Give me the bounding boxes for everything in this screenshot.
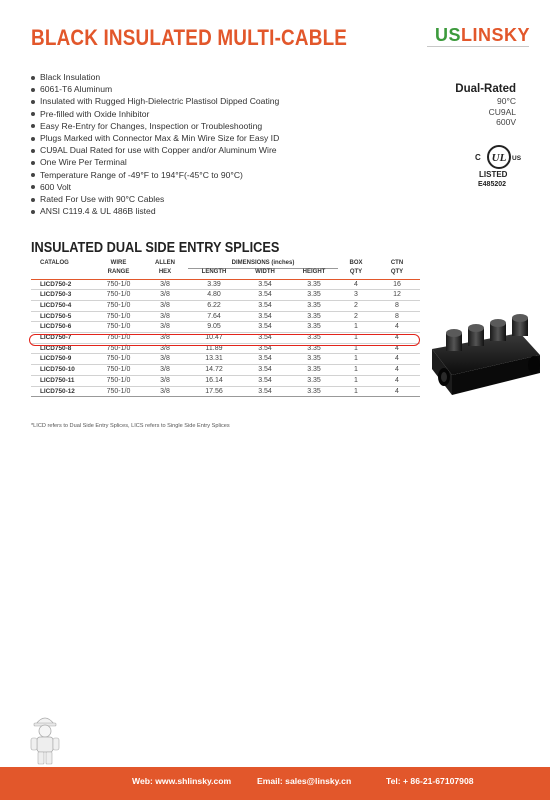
cell-width: 3.54 xyxy=(240,375,290,386)
feature-list xyxy=(31,71,279,217)
cell-box-qty: 1 xyxy=(338,354,374,365)
feature-item: ANSI C119.4 & UL 486B listed xyxy=(31,205,279,217)
cell-ctn-qty: 12 xyxy=(374,290,420,301)
header-box-top: BOX xyxy=(349,260,363,266)
ul-c-text: C xyxy=(475,153,481,162)
footer-phone: Tel: + 86-21-67107908 xyxy=(386,776,474,786)
cell-ctn-qty: 4 xyxy=(374,333,420,344)
cell-catalog: LICD750-5 xyxy=(31,311,95,322)
cell-length: 3.39 xyxy=(188,279,240,290)
cell-length: 11.89 xyxy=(188,343,240,354)
cell-box-qty: 2 xyxy=(338,300,374,311)
cell-box-qty: 1 xyxy=(338,333,374,344)
feature-item: Plugs Marked with Connector Max & Min Wire Size for Easy ID xyxy=(31,132,279,144)
table-row xyxy=(31,279,420,290)
ul-listed-mark xyxy=(474,142,524,192)
cell-width: 3.54 xyxy=(240,300,290,311)
rating-title: Dual-Rated xyxy=(455,83,516,95)
cell-height: 3.35 xyxy=(290,279,338,290)
cell-allen-hex: 3/8 xyxy=(142,365,188,376)
footer-website: Web: www.shlinsky.com xyxy=(132,776,232,786)
ul-logo-text: UL xyxy=(491,152,507,164)
header-wire-top: WIRE xyxy=(110,260,127,266)
cell-ctn-qty: 4 xyxy=(374,386,420,397)
header-box-bottom: QTY xyxy=(349,269,363,275)
header-allen-top: ALLEN xyxy=(155,260,175,266)
header-width: WIDTH xyxy=(255,269,275,275)
logo-part-linsky: LINSKY xyxy=(460,25,530,45)
cell-catalog: LICD750-8 xyxy=(31,343,95,354)
header-allen-bottom: HEX xyxy=(158,269,172,275)
cell-allen-hex: 3/8 xyxy=(142,343,188,354)
cell-height: 3.35 xyxy=(290,322,338,333)
feature-item: 600 Volt xyxy=(31,181,279,193)
table-row xyxy=(31,300,420,311)
cell-width: 3.54 xyxy=(240,322,290,333)
cell-wire-range: 750-1/0 xyxy=(95,311,142,322)
ul-us-text: US xyxy=(512,155,522,162)
cell-width: 3.54 xyxy=(240,343,290,354)
cell-ctn-qty: 16 xyxy=(374,279,420,290)
ul-file-number: E485202 xyxy=(478,181,507,188)
cell-wire-range: 750-1/0 xyxy=(95,279,142,290)
feature-item: Temperature Range of -49°F to 194°F(-45°C to 90°C) xyxy=(31,169,279,181)
logo-underline xyxy=(427,46,529,47)
highlight-oval xyxy=(29,334,420,346)
cell-wire-range: 750-1/0 xyxy=(95,365,142,376)
page-title: BLACK INSULATED MULTI-CABLE xyxy=(31,25,348,50)
feature-item: One Wire Per Terminal xyxy=(31,156,279,168)
cell-ctn-qty: 8 xyxy=(374,300,420,311)
cell-box-qty: 1 xyxy=(338,375,374,386)
cell-height: 3.35 xyxy=(290,343,338,354)
header-length: LENGTH xyxy=(201,269,227,275)
cell-wire-range: 750-1/0 xyxy=(95,375,142,386)
cell-catalog: LICD750-4 xyxy=(31,300,95,311)
table-row xyxy=(31,354,420,365)
feature-item: Rated For Use with 90°C Cables xyxy=(31,193,279,205)
cell-height: 3.35 xyxy=(290,311,338,322)
brand-logo xyxy=(435,25,530,46)
cell-wire-range: 750-1/0 xyxy=(95,354,142,365)
cell-height: 3.35 xyxy=(290,300,338,311)
cell-height: 3.35 xyxy=(290,365,338,376)
header-wire-bottom: RANGE xyxy=(107,269,130,275)
header-catalog: CATALOG xyxy=(40,260,69,266)
cell-ctn-qty: 4 xyxy=(374,375,420,386)
section-title: INSULATED DUAL SIDE ENTRY SPLICES xyxy=(31,240,280,256)
cell-allen-hex: 3/8 xyxy=(142,386,188,397)
cell-length: 6.22 xyxy=(188,300,240,311)
cell-length: 10.47 xyxy=(188,333,240,344)
table-row xyxy=(31,290,420,301)
cell-height: 3.35 xyxy=(290,290,338,301)
table-row xyxy=(31,311,420,322)
cell-wire-range: 750-1/0 xyxy=(95,300,142,311)
cell-catalog: LICD750-3 xyxy=(31,290,95,301)
worker-mascot-icon xyxy=(28,712,62,766)
cell-wire-range: 750-1/0 xyxy=(95,322,142,333)
cell-height: 3.35 xyxy=(290,354,338,365)
cell-height: 3.35 xyxy=(290,333,338,344)
cell-allen-hex: 3/8 xyxy=(142,311,188,322)
feature-item: 6061-T6 Aluminum xyxy=(31,83,279,95)
footnote: *LICD refers to Dual Side Entry Splices, LICS refers to Single Side Entry Splices xyxy=(31,423,230,429)
table-row xyxy=(31,365,420,376)
cell-box-qty: 1 xyxy=(338,343,374,354)
cell-width: 3.54 xyxy=(240,354,290,365)
cell-allen-hex: 3/8 xyxy=(142,375,188,386)
cell-catalog: LICD750-9 xyxy=(31,354,95,365)
cell-catalog: LICD750-2 xyxy=(31,279,95,290)
cell-box-qty: 2 xyxy=(338,311,374,322)
feature-item: Pre-filled with Oxide Inhibitor xyxy=(31,108,279,120)
logo-part-us: US xyxy=(434,25,461,45)
cell-box-qty: 1 xyxy=(338,322,374,333)
cell-catalog: LICD750-7 xyxy=(31,333,95,344)
cell-catalog: LICD750-6 xyxy=(31,322,95,333)
cell-length: 14.72 xyxy=(188,365,240,376)
footer-email: Email: sales@linsky.cn xyxy=(257,776,352,786)
cell-width: 3.54 xyxy=(240,311,290,322)
cell-wire-range: 750-1/0 xyxy=(95,333,142,344)
ul-listed-text: LISTED xyxy=(479,170,508,179)
cell-wire-range: 750-1/0 xyxy=(95,343,142,354)
feature-item: Black Insulation xyxy=(31,71,279,83)
cell-wire-range: 750-1/0 xyxy=(95,290,142,301)
rating-temperature: 90°C xyxy=(497,96,516,106)
cell-box-qty: 3 xyxy=(338,290,374,301)
cell-length: 9.05 xyxy=(188,322,240,333)
splice-connector-image xyxy=(424,303,544,403)
cell-ctn-qty: 4 xyxy=(374,343,420,354)
cell-allen-hex: 3/8 xyxy=(142,354,188,365)
cell-allen-hex: 3/8 xyxy=(142,279,188,290)
feature-item: CU9AL Dual Rated for use with Copper and/or Aluminum Wire xyxy=(31,144,279,156)
header-height: HEIGHT xyxy=(302,269,326,275)
cell-length: 17.56 xyxy=(188,386,240,397)
feature-item: Easy Re-Entry for Changes, Inspection or Troubleshooting xyxy=(31,120,279,132)
cell-catalog: LICD750-12 xyxy=(31,386,95,397)
header-ctn-bottom: QTY xyxy=(390,269,404,275)
cell-wire-range: 750-1/0 xyxy=(95,386,142,397)
cell-allen-hex: 3/8 xyxy=(142,333,188,344)
table-row xyxy=(31,375,420,386)
cell-width: 3.54 xyxy=(240,386,290,397)
header-dimensions: DIMENSIONS (inches) xyxy=(188,258,338,268)
cell-height: 3.35 xyxy=(290,386,338,397)
cell-box-qty: 4 xyxy=(338,279,374,290)
cell-ctn-qty: 4 xyxy=(374,354,420,365)
cell-ctn-qty: 4 xyxy=(374,322,420,333)
cell-allen-hex: 3/8 xyxy=(142,322,188,333)
cell-length: 16.14 xyxy=(188,375,240,386)
splice-spec-table xyxy=(31,258,420,397)
rating-block xyxy=(455,82,516,128)
cell-width: 3.54 xyxy=(240,333,290,344)
cell-box-qty: 1 xyxy=(338,365,374,376)
header-ctn-top: CTN xyxy=(390,260,404,266)
cell-allen-hex: 3/8 xyxy=(142,300,188,311)
table-row xyxy=(31,386,420,397)
rating-material: CU9AL xyxy=(488,106,516,117)
cell-box-qty: 1 xyxy=(338,386,374,397)
table-row xyxy=(31,322,420,333)
cell-allen-hex: 3/8 xyxy=(142,290,188,301)
cell-length: 7.64 xyxy=(188,311,240,322)
cell-catalog: LICD750-11 xyxy=(31,375,95,386)
cell-length: 13.31 xyxy=(188,354,240,365)
cell-height: 3.35 xyxy=(290,375,338,386)
cell-ctn-qty: 4 xyxy=(374,365,420,376)
cell-width: 3.54 xyxy=(240,290,290,301)
rating-voltage: 600V xyxy=(496,117,516,127)
feature-item: Insulated with Rugged High-Dielectric Plastisol Dipped Coating xyxy=(31,95,279,107)
cell-width: 3.54 xyxy=(240,365,290,376)
cell-catalog: LICD750-10 xyxy=(31,365,95,376)
cell-width: 3.54 xyxy=(240,279,290,290)
cell-length: 4.80 xyxy=(188,290,240,301)
cell-ctn-qty: 8 xyxy=(374,311,420,322)
